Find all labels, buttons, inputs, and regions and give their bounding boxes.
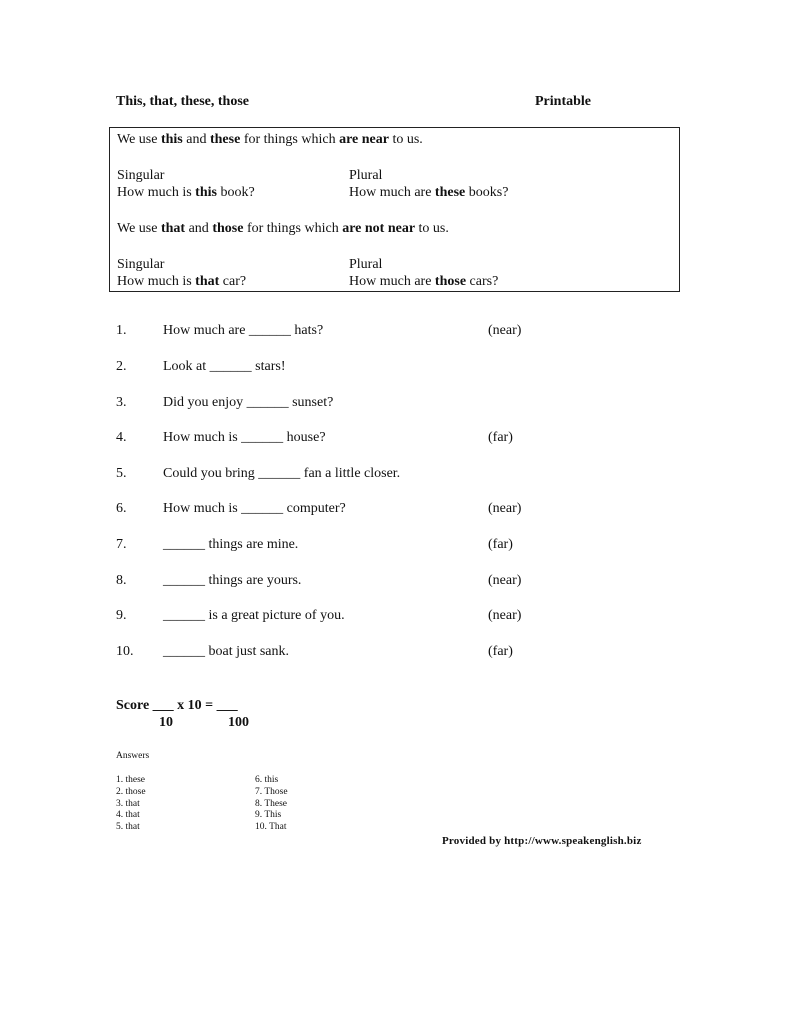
question-row (0, 323, 791, 341)
question-hint: (near) (488, 323, 522, 338)
question-text: ______ is a great picture of you. (163, 608, 345, 623)
score-denominator-10: 10 (159, 715, 173, 730)
question-number: 4. (116, 430, 127, 445)
answer-item: 6. this (255, 775, 279, 785)
far-plural-label: Plural (349, 257, 383, 272)
question-row (0, 608, 791, 626)
question-number: 8. (116, 573, 127, 588)
question-number: 5. (116, 466, 127, 481)
answers-left-column (116, 775, 146, 834)
near-singular-example: How much is this book? (117, 185, 255, 200)
printable-label: Printable (535, 94, 591, 109)
answer-item: 3. that (116, 798, 140, 809)
question-row (0, 501, 791, 519)
question-row (0, 395, 791, 413)
far-rule: We use that and those for things which are not near to us. (117, 221, 449, 236)
rule-box (109, 127, 680, 292)
question-row (0, 466, 791, 484)
far-singular-example: How much is that car? (117, 274, 247, 289)
question-text: How much is ______ house? (163, 430, 326, 445)
question-row (0, 430, 791, 448)
question-row (0, 573, 791, 591)
answer-item: 10. That (255, 822, 287, 833)
far-plural-example: How much are those cars? (349, 274, 499, 289)
near-singular-label: Singular (117, 168, 165, 183)
question-text: ______ boat just sank. (163, 644, 289, 659)
question-hint: (near) (488, 501, 522, 516)
answers-heading: Answers (116, 751, 150, 761)
question-text: ______ things are yours. (163, 573, 302, 588)
question-row (0, 359, 791, 377)
answer-item: 9. This (255, 810, 282, 821)
question-text: How much is ______ computer? (163, 501, 346, 516)
answers-right-column (255, 775, 288, 834)
score-denominator-100: 100 (228, 715, 249, 730)
near-rule: We use this and these for things which are near to us. (117, 132, 423, 147)
near-plural-example: How much are these books? (349, 185, 509, 200)
answer-item: 4. that (116, 810, 140, 821)
page-title: This, that, these, those (116, 94, 250, 109)
answer-item: 1. these (116, 775, 146, 785)
question-text: Could you bring ______ fan a little closer. (163, 466, 401, 481)
question-text: Look at ______ stars! (163, 359, 286, 374)
answer-item: 8. These (255, 798, 288, 809)
question-number: 1. (116, 323, 127, 338)
far-singular-label: Singular (117, 257, 165, 272)
question-hint: (far) (488, 430, 513, 445)
question-number: 3. (116, 395, 127, 410)
question-number: 9. (116, 608, 127, 623)
near-plural-label: Plural (349, 168, 383, 183)
question-text: How much are ______ hats? (163, 323, 324, 338)
question-number: 6. (116, 501, 127, 516)
question-hint: (far) (488, 537, 513, 552)
answer-item: 7. Those (255, 786, 288, 797)
question-hint: (near) (488, 573, 522, 588)
question-hint: (near) (488, 608, 522, 623)
score-line: Score ___ x 10 = ___ (116, 698, 238, 713)
question-number: 10. (116, 644, 134, 659)
question-number: 2. (116, 359, 127, 374)
question-number: 7. (116, 537, 127, 552)
answer-item: 5. that (116, 822, 140, 833)
question-hint: (far) (488, 644, 513, 659)
question-row (0, 644, 791, 662)
answer-item: 2. those (116, 786, 146, 797)
question-text: Did you enjoy ______ sunset? (163, 395, 334, 410)
question-text: ______ things are mine. (163, 537, 299, 552)
question-row (0, 537, 791, 555)
provided-by-footer: Provided by http://www.speakenglish.biz (442, 835, 642, 847)
